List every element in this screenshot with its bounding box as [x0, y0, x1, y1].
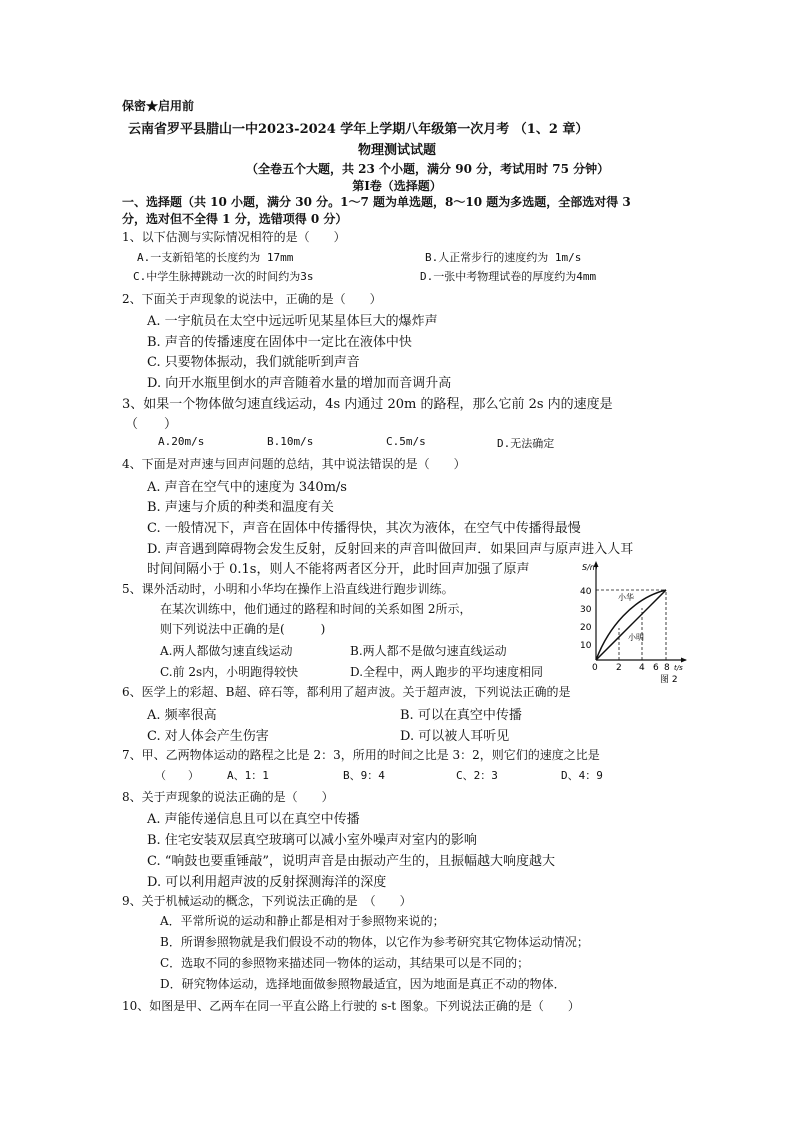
q4-option-c: C. 一般情况下，声音在固体中传播得快，其次为液体，在空气中传播得最慢 — [147, 521, 581, 536]
q5-option-b: B.两人都不是做匀速直线运动 — [350, 644, 507, 658]
q4-option-b: B. 声速与介质的种类和温度有关 — [147, 500, 334, 515]
q9-option-b: B．所谓参照物就是我们假设不动的物体，以它作为参考研究其它物体运动情况； — [160, 935, 589, 949]
q7-option-a: A、1：1 — [227, 769, 269, 782]
q5-line2: 在某次训练中，他们通过的路程和时间的关系如图 2所示， — [160, 602, 472, 616]
figure2-xtick-2: 2 — [616, 663, 622, 673]
q4-option-d-line1: D. 声音遇到障碍物会发生反射，反射回来的声音叫做回声．如果回声与原声进入人耳 — [147, 542, 634, 557]
q3-option-b: B.10m/s — [267, 435, 314, 448]
q7-paren: （ ） — [155, 769, 199, 782]
q1-option-b: B.人正常步行的速度约为 1m/s — [425, 251, 582, 264]
figure2-xlabel: t/s — [674, 664, 683, 672]
q5-line3: 则下列说法中正确的是( ) — [160, 622, 326, 636]
q1-stem: 1、以下估测与实际情况相符的是（ ） — [122, 230, 346, 244]
q7-option-b: B、9：4 — [343, 769, 385, 782]
q1-option-a: A.一支新铅笔的长度约为 17mm — [137, 251, 294, 264]
q5-option-c: C.前 2s内，小明跑得较快 — [160, 665, 299, 679]
figure2-xtick-0: 0 — [592, 663, 598, 673]
section1-instructions-line2: 分，选对但不全得 1 分，选错项得 0 分） — [122, 212, 348, 226]
q8-stem: 8、关于声现象的说法正确的是（ ） — [122, 790, 334, 804]
q4-stem: 4、下面是对声速与回声问题的总结，其中说法错误的是（ ） — [122, 457, 466, 471]
exam-title: 云南省罗平县腊山一中2023-2024 学年上学期八年级第一次月考 （1、2 章） — [128, 122, 589, 137]
q6-option-a: A. 频率很高 — [147, 708, 217, 723]
figure2-ytick-30: 30 — [580, 605, 592, 615]
q3-option-a: A.20m/s — [158, 435, 205, 448]
q6-stem: 6、医学上的彩超、B超、碎石等，都利用了超声波。关于超声波，下列说法正确的是 — [122, 685, 571, 699]
q6-option-c: C. 对人体会产生伤害 — [147, 729, 269, 744]
q7-stem: 7、甲、乙两物体运动的路程之比是 2：3，所用的时间之比是 3：2，则它们的速度之比是 — [122, 748, 600, 762]
q7-option-d: D、4：9 — [561, 769, 603, 782]
q8-option-c: C. “响鼓也要重锤敲”，说明声音是由振动产生的，且振幅越大响度越大 — [147, 854, 556, 869]
section1-instructions-line1: 一、选择题（共 10 小题，满分 30 分。1～7 题为单选题，8～10 题为多选题，全部选对得 3 — [122, 195, 631, 209]
q5-stem: 5、课外活动时，小明和小华均在操作上沿直线进行跑步训练。 — [122, 582, 454, 596]
figure2-xtick-8: 8 — [664, 663, 670, 673]
q8-option-a: A. 声能传递信息且可以在真空中传播 — [147, 812, 360, 827]
figure2-ylabel: S/m — [582, 563, 598, 572]
volume-title: 第Ⅰ卷（选择题） — [352, 179, 442, 193]
q3-stem: 3、如果一个物体做匀速直线运动，4s 内通过 20m 的路程，那么它前 2s 内的速度是 — [122, 397, 613, 412]
figure2-label-ming: 小明 — [628, 633, 644, 642]
q7-option-c: C、2：3 — [456, 769, 498, 782]
q3-option-d: D.无法确定 — [497, 437, 555, 450]
q9-option-c: C．选取不同的参照物来描述同一物体的运动，其结果可以是不同的； — [160, 956, 530, 970]
secret-mark: 保密★启用前 — [122, 99, 195, 113]
q2-option-c: C. 只要物体振动，我们就能听到声音 — [147, 355, 360, 370]
exam-subtitle: 物理测试试题 — [357, 143, 436, 158]
q6-option-d: D. 可以被人耳听见 — [400, 729, 510, 744]
q4-option-d-line2: 时间间隔小于 0.1s，则人不能将两者区分开，此时回声加强了原声 — [147, 562, 530, 577]
q3-paren: （ ） — [125, 417, 178, 432]
q5-option-d: D.全程中，两人跑步的平均速度相同 — [350, 665, 544, 679]
q3-option-c: C.5m/s — [386, 435, 426, 448]
q8-option-b: B. 住宅安装双层真空玻璃可以减小室外噪声对室内的影响 — [147, 833, 477, 848]
figure2-ytick-20: 20 — [580, 623, 592, 633]
q2-stem: 2、下面关于声现象的说法中，正确的是（ ） — [122, 292, 382, 306]
figure2-ytick-10: 10 — [580, 641, 592, 651]
figure2-ytick-40: 40 — [580, 587, 592, 597]
exam-info: （全卷五个大题，共 23 个小题，满分 90 分，考试用时 75 分钟） — [246, 162, 610, 176]
q1-option-d: D.一张中考物理试卷的厚度约为4mm — [420, 270, 597, 283]
q9-stem: 9、关于机械运动的概念，下列说法正确的是 （ ） — [122, 894, 412, 908]
q2-option-a: A. 一宇航员在太空中远远听见某星体巨大的爆炸声 — [147, 314, 438, 329]
figure2-xtick-6: 6 — [653, 663, 659, 673]
q2-option-d: D. 向开水瓶里倒水的声音随着水量的增加而音调升高 — [147, 376, 452, 391]
q10-stem: 10、如图是甲、乙两车在同一平直公路上行驶的 s-t 图象。下列说法正确的是（ ） — [122, 999, 580, 1013]
q4-option-a: A. 声音在空气中的速度为 340m/s — [147, 480, 347, 495]
figure2-label-hua: 小华 — [618, 593, 634, 602]
q9-option-a: A．平常所说的运动和静止都是相对于参照物来说的； — [160, 914, 445, 928]
q2-option-b: B. 声音的传播速度在固体中一定比在液体中快 — [147, 335, 412, 350]
q5-option-a: A.两人都做匀速直线运动 — [160, 644, 293, 658]
figure2-caption: 图 2 — [660, 675, 678, 683]
q9-option-d: D．研究物体运动，选择地面做参照物最适宜，因为地面是真正不动的物体． — [160, 977, 566, 991]
q8-option-d: D. 可以利用超声波的反射探测海洋的深度 — [147, 875, 387, 890]
figure2-graph — [578, 558, 688, 683]
figure2-xtick-4: 4 — [639, 663, 645, 673]
q6-option-b: B. 可以在真空中传播 — [400, 708, 522, 723]
q1-option-c: C.中学生脉搏跳动一次的时间约为3s — [133, 270, 314, 283]
